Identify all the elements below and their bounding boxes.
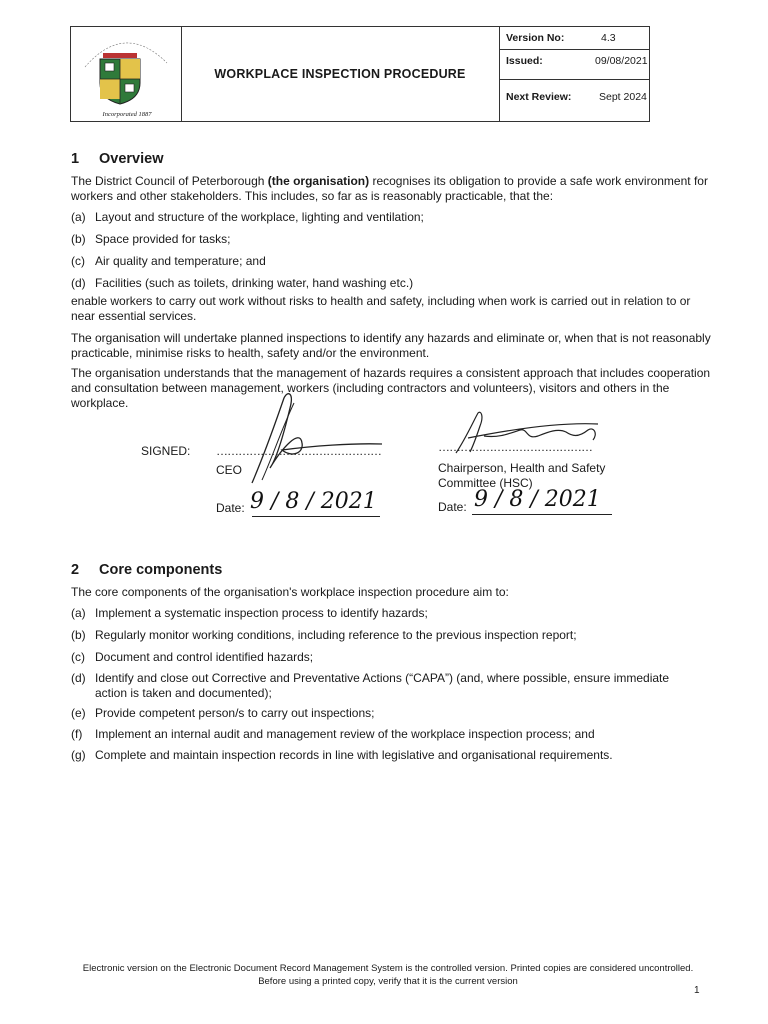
council-crest-logo (97, 53, 143, 105)
section-1-number: 1 (71, 151, 80, 167)
intro-post: recognises its obligation to provide a safe work environment for workers and other stakeholders. This includes, so far as is reasonably practicable, that the: (71, 174, 708, 203)
item-label: (b) (71, 628, 86, 642)
signed-label: SIGNED: (141, 444, 191, 458)
item-text: Layout and structure of the workplace, lighting and ventilation; (95, 210, 424, 224)
footer-note: Electronic version on the Electronic Document Record Management System is the controlled version. Printed copies are considered uncontrolled. Before using a printed copy, verify that it is the current version (82, 963, 694, 987)
ceo-date-underline (252, 516, 380, 517)
item-label: (d) (71, 276, 86, 290)
item-label: (b) (71, 232, 86, 246)
item-label: (c) (71, 254, 85, 268)
section-1-para-3: The organisation will undertake planned inspections to identify any hazards and eliminate or, when that is not reasonably practicable, minimise risks to health, safety and/or the environment. (71, 331, 711, 360)
item-label: (c) (71, 650, 85, 664)
chair-date-handwritten: 9 / 8 / 2021 (474, 487, 601, 512)
issued-row (499, 49, 649, 80)
item-text: Provide competent person/s to carry out inspections; (95, 706, 375, 720)
item-label: (e) (71, 706, 86, 720)
issued-value: 09/08/2021 (595, 55, 648, 67)
chair-role-line-2: Committee (HSC) (438, 476, 533, 490)
ceo-signature-icon (222, 388, 392, 488)
item-label: (a) (71, 606, 86, 620)
chair-signature-icon (448, 408, 608, 458)
next-review-row (499, 79, 649, 121)
meta-cell (499, 27, 649, 121)
item-text: Implement an internal audit and management review of the workplace inspection process; and (95, 727, 595, 741)
section-2-intro: The core components of the organisation's workplace inspection procedure aim to: (71, 585, 509, 599)
chair-role-line-1: Chairperson, Health and Safety (438, 461, 606, 475)
item-text: Identify and close out Corrective and Preventative Actions (“CAPA”) (and, where possible, ensure immediate action is taken and documented); (95, 671, 670, 700)
document-title: WORKPLACE INSPECTION PROCEDURE (214, 67, 466, 81)
item-label: (d) (71, 671, 86, 685)
item-text: Implement a systematic inspection process to identify hazards; (95, 606, 428, 620)
chair-date-label: Date: (438, 500, 467, 514)
document-header (70, 26, 650, 122)
item-text: Air quality and temperature; and (95, 254, 266, 268)
item-text: Complete and maintain inspection records in line with legislative and organisational requirements. (95, 748, 613, 762)
section-1-heading (71, 151, 164, 167)
ceo-date-handwritten: 9 / 8 / 2021 (250, 489, 377, 514)
section-2-number: 2 (71, 562, 80, 578)
item-text: Document and control identified hazards; (95, 650, 314, 664)
item-label: (a) (71, 210, 86, 224)
page-number: 1 (694, 985, 700, 996)
section-1-para-2: enable workers to carry out work without risks to health and safety, including when work is carried out in relation to or near essential services. (71, 294, 691, 323)
title-cell (181, 27, 500, 121)
logo-motto: Incorporated 1887 (102, 111, 152, 118)
section-2-heading (71, 562, 222, 578)
next-review-label: Next Review: (506, 91, 572, 103)
version-value: 4.3 (601, 32, 616, 44)
section-1-intro (71, 174, 711, 204)
section-1-title: Overview (99, 151, 164, 167)
item-label: (g) (71, 748, 86, 762)
section-1-para-4: The organisation understands that the management of hazards requires a consistent approach that includes cooperation and consultation between management, workers (including contractors and volunteers), visitors and others in the workplace. (71, 366, 711, 410)
version-row (499, 27, 649, 50)
signature-line-right: …………………………………… (438, 440, 592, 454)
section-2-title: Core components (99, 562, 223, 578)
item-text: Facilities (such as toilets, drinking water, hand washing etc.) (95, 276, 414, 290)
item-label: (f) (71, 727, 83, 741)
signature-line-left: ……………………………………… (216, 444, 381, 458)
intro-bold: (the organisation) (267, 174, 370, 188)
intro-pre: The District Council of Peterborough (71, 174, 268, 188)
next-review-value: Sept 2024 (599, 91, 647, 103)
issued-label: Issued: (506, 55, 543, 67)
version-label: Version No: (506, 32, 565, 44)
ceo-role: CEO (216, 463, 243, 477)
logo-cell (71, 27, 182, 121)
item-text: Space provided for tasks; (95, 232, 231, 246)
ceo-date-label: Date: (216, 501, 245, 515)
chair-date-underline (472, 514, 612, 515)
item-text: Regularly monitor working conditions, including reference to the previous inspection report; (95, 628, 577, 642)
